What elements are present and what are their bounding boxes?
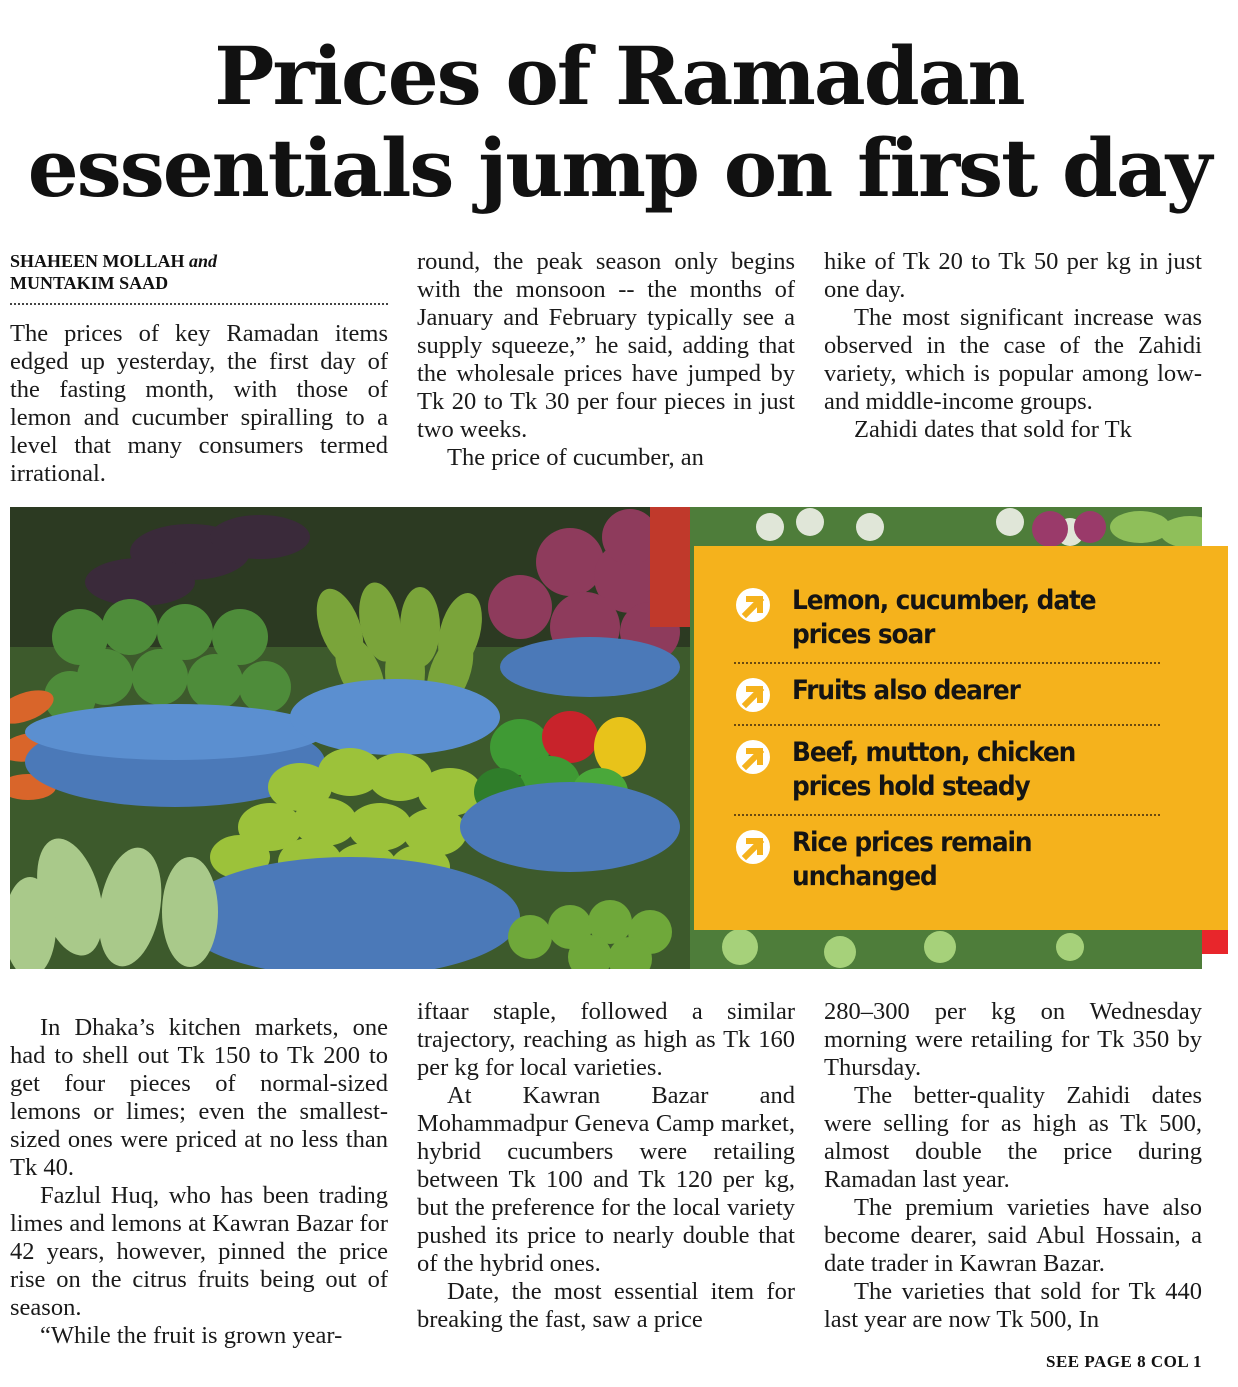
highlight-item — [734, 664, 1160, 726]
byline-divider — [10, 303, 388, 305]
highlight-item — [734, 816, 1160, 904]
paragraph: In Dhaka’s kitchen markets, one had to shell out Tk 150 to Tk 200 to get four pieces of normal-sized lemons or limes; even the smallest-sized ones were priced at no less than Tk 40. — [10, 1014, 388, 1181]
paragraph: 280–300 per kg on Wednesday morning were retailing for Tk 350 by Thursday. — [824, 998, 1202, 1081]
headline-line-2: essentials jump on first day — [27, 121, 1211, 215]
paragraph: “While the fruit is grown year- — [40, 1322, 343, 1349]
paragraph: iftaar staple, followed a similar trajectory, reaching as high as Tk 160 per kg for local varieties. — [417, 998, 795, 1081]
byline-and: and — [189, 251, 218, 271]
highlight-item — [734, 574, 1160, 664]
paragraph: round, the peak season only begins with the monsoon -- the months of January and February typically see a supply squeeze,” he said, adding that the wholesale prices have jumped by Tk 20 to Tk 30 per four pieces in just two weeks. — [417, 248, 795, 443]
paragraph: The better-quality Zahidi dates were selling for as high as Tk 500, almost double the price during Ramadan last year. — [824, 1082, 1202, 1193]
highlight-line: Beef, mutton, chicken — [792, 737, 1076, 768]
highlight-line: unchanged — [792, 861, 937, 892]
paragraph: The most significant increase was observed in the case of the Zahidi variety, which is popular among low- and middle-income groups. — [824, 304, 1202, 415]
paragraph: The varieties that sold for Tk 440 last year are now Tk 500, In — [824, 1278, 1202, 1333]
paragraph: hike of Tk 20 to Tk 50 per kg in just one day. — [824, 248, 1202, 303]
top-column-3 — [824, 248, 1202, 444]
paragraph: The price of cucumber, an — [447, 444, 704, 471]
arrow-circle-icon — [734, 828, 772, 866]
highlight-line: prices soar — [792, 619, 935, 650]
highlight-line: Rice prices remain — [792, 827, 1032, 858]
paragraph: The premium varieties have also become dearer, said Abul Hossain, a date trader in Kawran Bazar. — [824, 1194, 1202, 1277]
top-column-1 — [10, 320, 388, 488]
arrow-circle-icon — [734, 676, 772, 714]
highlights-box — [694, 546, 1228, 930]
author-2: MUNTAKIM SAAD — [10, 273, 169, 293]
paragraph: Fazlul Huq, who has been trading limes and lemons at Kawran Bazar for 42 years, however, pinned the price rise on the citrus fruits being out of season. — [10, 1182, 388, 1321]
paragraph: The prices of key Ramadan items edged up yesterday, the first day of the fasting month, with those of lemon and cucumber spiralling to a level that many consumers termed irrational. — [10, 320, 388, 487]
arrow-circle-icon — [734, 738, 772, 776]
top-column-2 — [417, 248, 795, 472]
headline-line-1: Prices of Ramadan — [214, 29, 1024, 123]
bottom-column-2 — [417, 998, 795, 1334]
highlight-line: Lemon, cucumber, date — [792, 585, 1096, 616]
paragraph: At Kawran Bazar and Mohammadpur Geneva Camp market, hybrid cucumbers were retailing between Tk 100 and Tk 120 per kg, but the preference for the local variety pushed its price to nearly double that of the hybrid ones. — [417, 1082, 795, 1277]
continuation-jump: SEE PAGE 8 COL 1 — [1046, 1352, 1202, 1371]
byline — [10, 250, 388, 294]
bottom-column-1 — [10, 1014, 388, 1350]
author-1: SHAHEEN MOLLAH — [10, 251, 185, 271]
paragraph: Zahidi dates that sold for Tk — [854, 416, 1132, 443]
bottom-column-3 — [824, 998, 1202, 1334]
paragraph: Date, the most essential item for breaking the fast, saw a price — [417, 1278, 795, 1333]
highlight-line: prices hold steady — [792, 771, 1030, 802]
headline — [0, 30, 1238, 214]
highlight-line: Fruits also dearer — [792, 675, 1020, 706]
arrow-circle-icon — [734, 586, 772, 624]
highlight-item — [734, 726, 1160, 816]
callout-accent-tab — [1202, 930, 1228, 954]
